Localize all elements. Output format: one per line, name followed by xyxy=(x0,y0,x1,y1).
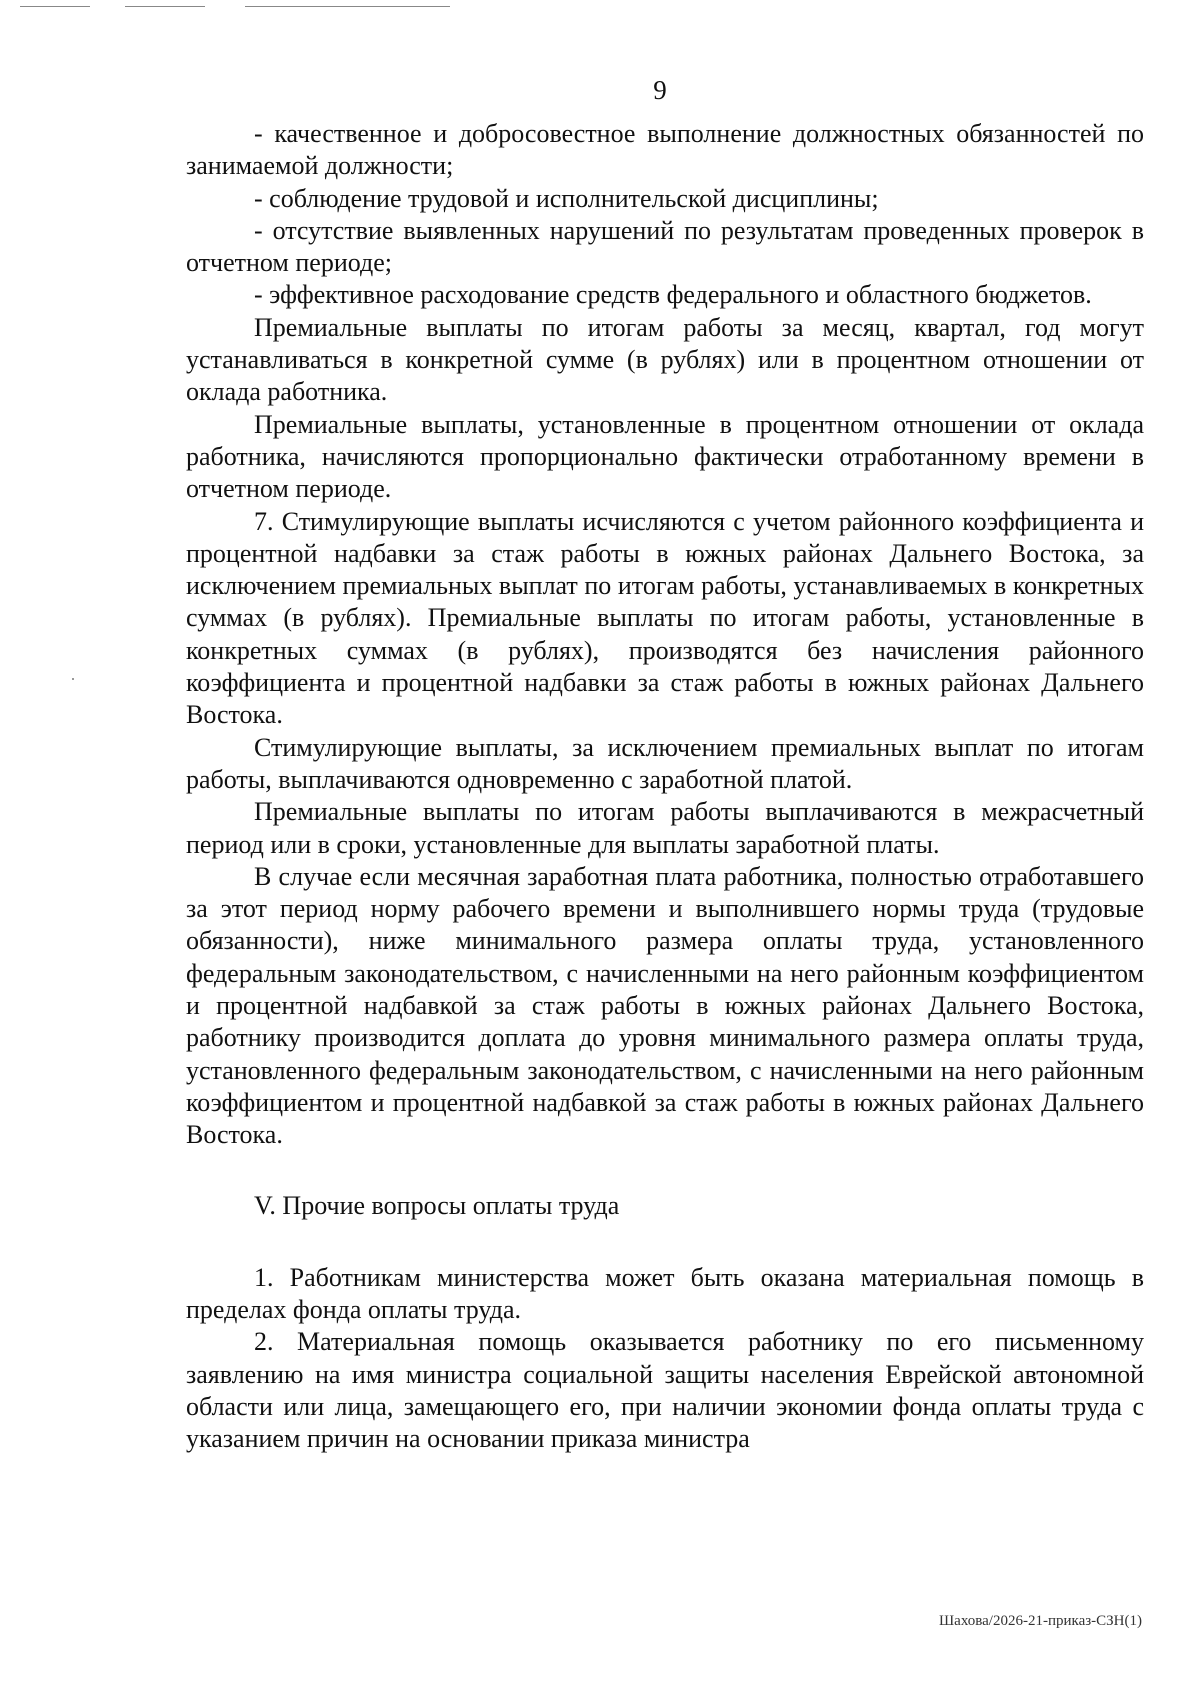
paragraph-incentive-payment: Стимулирующие выплаты, за исключением премиальных выплат по итогам работы, выплачиваются одновременно с заработной платой. xyxy=(186,732,1144,794)
list-item-duties: - качественное и добросовестное выполнение должностных обязанностей по занимаемой должности; xyxy=(186,119,1144,181)
paragraph-bonus-periods: Премиальные выплаты по итогам работы за месяц, квартал, год могут устанавливаться в конкретной сумме (в рублях) или в процентном отношении от оклада работника. xyxy=(186,312,1144,407)
paragraph-minimum-wage: В случае если месячная заработная плата работника, полностью отработавшего за этот период норму рабочего времени и выполнившего нормы труда (трудовые обязанности), ниже минимального размера оплаты труда, установленного федеральным законодательством, с начисленными на него районным коэффициентом и процентной надбавкой за стаж работы в южных районах Дальнего Востока, работнику производится доплата до уровня минимального размера оплаты труда, установленного федеральным законодательством, с начисленными на него районным коэффициентом и процентной надбавкой за стаж работы в южных районах Дальнего Востока. xyxy=(186,861,1144,1150)
list-item-violations: - отсутствие выявленных нарушений по результатам проведенных проверок в отчетном периоде; xyxy=(186,215,1144,278)
paragraph-material-aid-2: 2. Материальная помощь оказывается работнику по его письменному заявлению на имя министра социальной защиты населения Еврейской автономной области или лица, замещающего его, при наличии экономии фонда оплаты труда с указанием причин на основании приказа министра xyxy=(186,1327,1144,1454)
scan-artifact-line xyxy=(20,6,90,7)
list-item-discipline: - соблюдение трудовой и исполнительской дисциплины; xyxy=(254,183,879,213)
list-item-budget: - эффективное расходование средств федерального и областного бюджетов. xyxy=(254,280,1092,310)
document-body xyxy=(186,118,1144,1456)
page-number: 9 xyxy=(653,75,667,105)
paragraph-bonus-timing: Премиальные выплаты по итогам работы выплачиваются в межрасчетный период или в сроки, установленные для выплаты заработной платы. xyxy=(186,797,1144,859)
scan-artifact-line xyxy=(245,6,450,7)
document-footer-code: Шахова/2026-21-приказ-СЗН(1) xyxy=(939,1613,1142,1629)
paragraph-clause-7: 7. Стимулирующие выплаты исчисляются с учетом районного коэффициента и процентной надбавки за стаж работы в южных районах Дальнего Востока, за исключением премиальных выплат по итогам работы, устанавливаемых в конкретных суммах (в рублях). Премиальные выплаты по итогам работы, установленные в конкретных суммах (в рублях), производятся без начисления районного коэффициента и процентной надбавки за стаж работы в южных районах Дальнего Востока. xyxy=(186,506,1144,730)
paragraph-material-aid-1: 1. Работникам министерства может быть оказана материальная помощь в пределах фонда оплаты труда. xyxy=(186,1262,1144,1325)
section-heading: V. Прочие вопросы оплаты труда xyxy=(254,1190,620,1220)
paragraph-bonus-percent: Премиальные выплаты, установленные в процентном отношении от оклада работника, начисляются пропорционально фактически отработанному времени в отчетном периоде. xyxy=(186,409,1144,504)
scan-artifact-line xyxy=(125,6,205,7)
scan-speck xyxy=(72,678,74,680)
